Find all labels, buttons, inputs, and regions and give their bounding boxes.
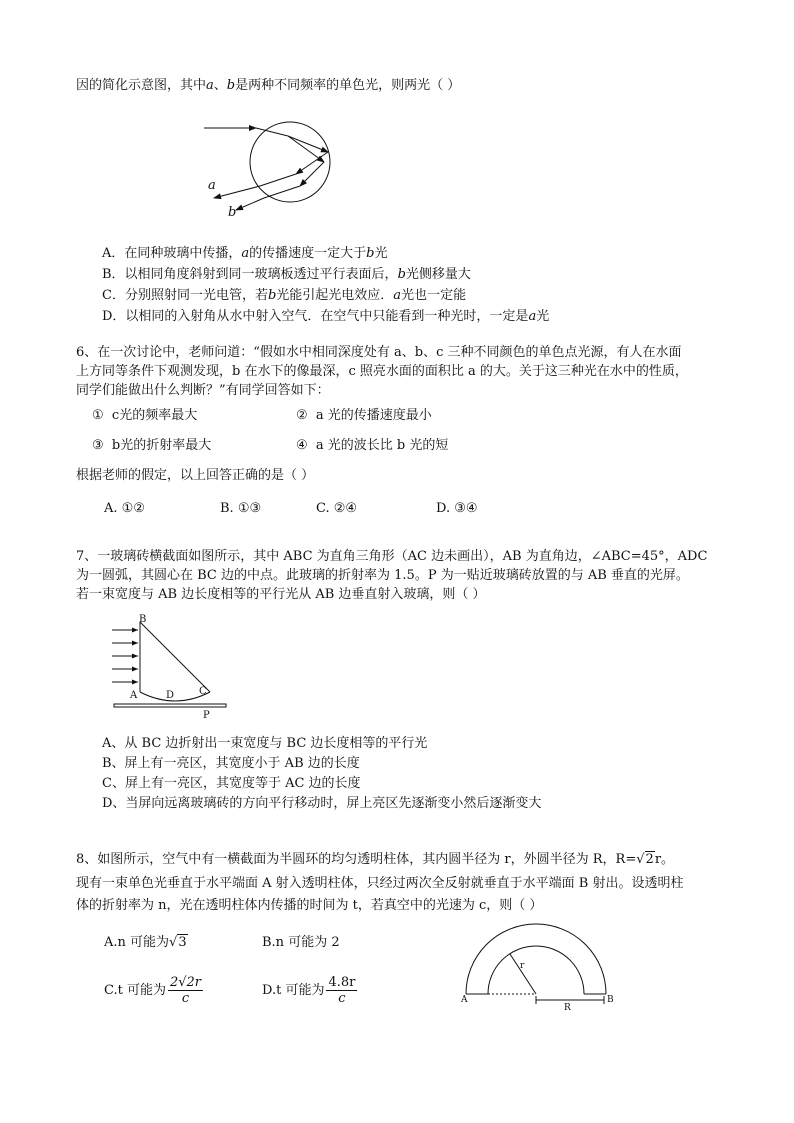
screen-p [114,704,226,707]
q8-option-c: C.t 可能为 $\frac{2√2r}{c}$ [104,975,202,1006]
q7-stem-line1: 7、一玻璃砖横截面如图所示，其中 ABC 为直角三角形（AC 边未画出），AB 为直角边，∠ABC=45°，ADC [76,549,708,564]
svg-text:C: C [199,686,207,697]
q8-stem-line3: 体的折射率为 n，光在透明柱体内传播的时间为 t，若真空中的光速为 c，则（ ） [76,898,543,913]
q6-stem-line1: 6、在一次讨论中，老师问道：“假如水中相同深度处有 a、b、c 三种不同颜色的单色点光源，有人在水面 [76,345,682,360]
q6-stem-line3: 同学们能做出什么判断？”有同学回答如下： [76,383,330,398]
q5-option-b: B．以相同角度斜射到同一玻璃板透过平行表面后，b光侧移量大 [102,267,471,282]
q6-question: 根据老师的假定，以上回答正确的是（ ） [76,468,315,483]
q6-stem-line2: 上方同等条件下观测发现，b 在水下的像最深，c 照亮水面的面积比 a 的大。关于这三种光在水中的性质， [76,364,688,379]
q5-stem: 因的简化示意图，其中a、b是两种不同频率的单色光，则两光（ ） [76,78,461,93]
q8-option-d: D.t 可能为 $\frac{4.8r}{c}$ [262,975,356,1006]
q5-option-d: D．以相同的入射角从水中射入空气．在空气中只能看到一种光时，一定是a光 [102,309,550,324]
svg-text:B: B [607,995,614,1005]
q5-option-c: C．分别照射同一光电管，若b光能引起光电效应．a光也一定能 [102,288,467,303]
q8-option-a: A.n 可能为√3 [104,935,187,950]
svg-text:B: B [139,614,147,625]
q8-stem-line1: 8、如图所示，空气中有一横截面为半圆环的均匀透明柱体，其内圆半径为 r，外圆半径为 R，R=√2r。 [76,852,675,867]
svg-text:R: R [564,1003,571,1013]
svg-text:A: A [130,690,138,701]
q8-stem-line2: 现有一束单色光垂直于水平端面 A 射入透明柱体，只经过两次全反射就垂直于水平端面 B 射出。设透明柱 [76,876,684,891]
sqrt-2: √2 [636,852,654,867]
svg-text:r: r [520,961,525,971]
q7-stem-line3: 若一束宽度与 AB 边长度相等的平行光从 AB 边垂直射入玻璃，则（ ） [76,587,486,602]
q7-option-b: B、屏上有一亮区，其宽度小于 AB 边的长度 [102,756,360,771]
q7-figure [110,612,240,724]
q7-option-d: D、当屏向远离玻璃砖的方向平行移动时，屏上亮区先逐渐变小然后逐渐变大 [102,796,542,811]
fraction-c: $\frac{2√2r}{c}$ [169,975,202,1006]
q5-figure [200,118,370,228]
q5-option-a: A．在同种玻璃中传播，a的传播速度一定大于b光 [102,246,388,261]
svg-text:P: P [203,710,210,721]
q8-option-b: B.n 可能为 2 [262,935,340,950]
q6-answer-1: ① c光的频率最大 [92,408,198,423]
q7-option-c: C、屏上有一亮区，其宽度等于 AC 边的长度 [102,776,361,791]
q6-choice-d: D. ③④ [436,501,478,516]
q7-option-a: A、从 BC 边折射出一束宽度与 BC 边长度相等的平行光 [102,736,428,751]
label-b: b [228,205,237,220]
q6-answer-3: ③ b光的折射率最大 [92,438,212,453]
q7-stem-line2: 为一圆弧，其圆心在 BC 边的中点。此玻璃的折射率为 1.5。P 为一贴近玻璃砖放置的与 AB 垂直的光屏。 [76,568,689,583]
outer-semicircle [466,924,606,994]
q6-choice-b: B. ①③ [220,501,262,516]
q6-answer-4: ④ a 光的波长比 b 光的短 [296,438,449,453]
glass-sphere [250,122,330,202]
svg-text:A: A [461,995,468,1005]
inner-semicircle [488,946,584,994]
q8-figure [458,918,614,1013]
label-a: a [208,178,216,193]
q6-choice-c: C. ②④ [316,501,358,516]
q6-choice-a: A. ①② [104,501,145,516]
q6-answer-2: ② a 光的传播速度最小 [296,408,432,423]
svg-text:D: D [166,690,175,701]
fraction-d: $\frac{4.8r}{c}$ [328,975,356,1006]
